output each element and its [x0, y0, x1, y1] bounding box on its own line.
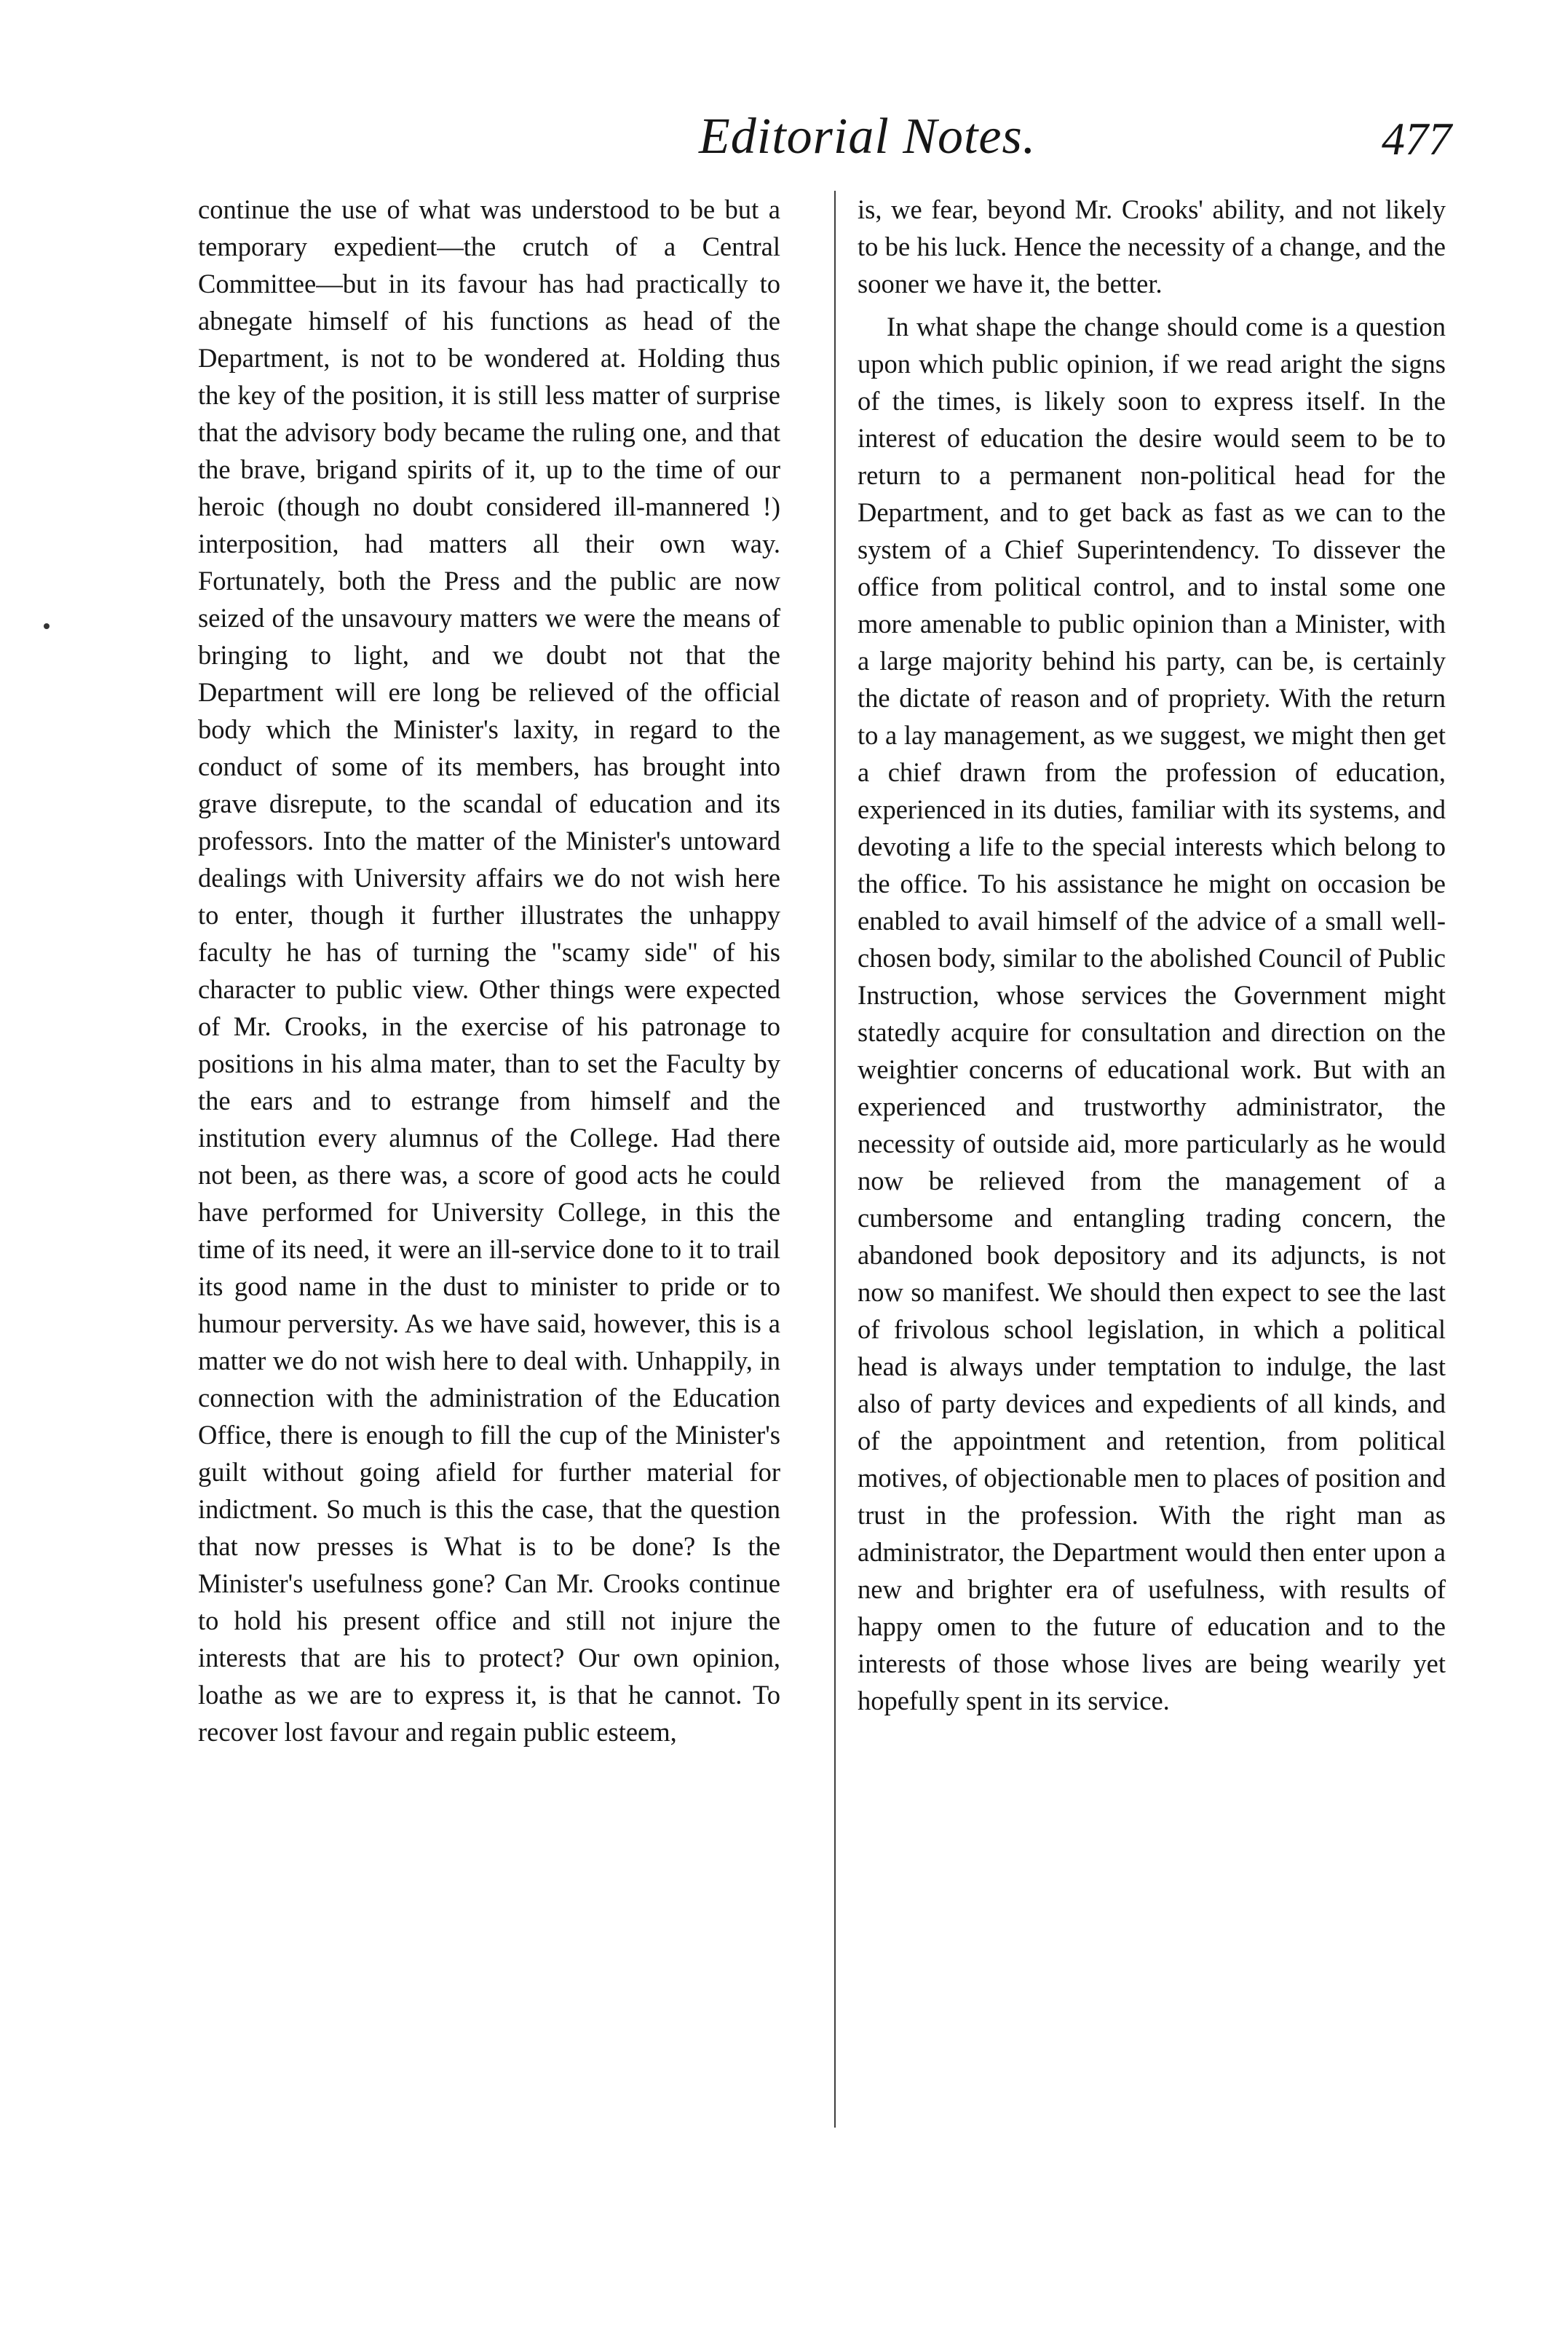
right-column-paragraph-2: In what shape the change should come is a question upon which public opinion, if we read aright the signs of the times, is likely soon to express itself. In the interest of education the desire would seem to be to return to a permanent non-political head for the Department, and to get back as fast as we can to the system of a Chief Superintendency. To dissever the office from political control, and to instal some one more amenable to public opinion than a Minister, with a large majority behind his party, can be, is certainly the dictate of reason and of propriety. With the return to a lay management, as we suggest, we might then get a chief drawn from the profession of education, experienced in its duties, familiar with its systems, and devoting a life to the special interests which belong to the office. To his assistance he might on occasion be enabled to avail himself of the advice of a small well-chosen body, similar to the abolished Council of Public Instruction, whose services the Government might statedly acquire for consultation and direction on the weightier concerns of educational work. But with an experienced and trustworthy administrator, the necessity of outside aid, more particularly as he would now be relieved from the management of a cumbersome and entangling trading concern, the abandoned book depository and its adjuncts, is not now so manifest. We should then expect to see the last of frivolous school legislation, in which a political head is always under temptation to indulge, the last also of party devices and expedients of all kinds, and of the appointment and retention, from political motives, of objectionable men to places of position and trust in the profession. With the right man as administrator, the Department would then enter upon a new and brighter era of usefulness, with results of happy omen to the future of education and to the interests of those whose lives are being wearily yet hopefully spent in its service.: [858, 312, 1446, 1715]
running-title: Editorial Notes.: [699, 108, 1037, 165]
margin-mark: [44, 623, 50, 629]
column-divider: [834, 191, 836, 2128]
running-header: [0, 108, 1568, 173]
left-column: [198, 191, 780, 1750]
right-column: [858, 191, 1446, 1719]
right-column-paragraph-1: is, we fear, beyond Mr. Crooks' ability, and not likely to be his luck. Hence the necessity of a change, and the sooner we have it, the better.: [858, 194, 1446, 299]
page-number: 477: [1382, 113, 1452, 165]
left-column-text: continue the use of what was understood to be but a temporary expedient—the crutch of a Central Committee—but in its favour has had practically to abnegate himself of his functions as head of the Department, is not to be wondered at. Holding thus the key of the position, it is still less matter of surprise that the advisory body became the ruling one, and that the brave, brigand spirits of it, up to the time of our heroic (though no doubt considered ill-mannered !) interposition, had matters all their own way. Fortunately, both the Press and the public are now seized of the unsavoury matters we were the means of bringing to light, and we doubt not that the Department will ere long be relieved of the official body which the Minister's laxity, in regard to the conduct of some of its members, has brought into grave disrepute, to the scandal of education and its professors. Into the matter of the Minister's untoward dealings with University affairs we do not wish here to enter, though it further illustrates the unhappy faculty he has of turning the "scamy side" of his character to public view. Other things were expected of Mr. Crooks, in the exercise of his patronage to positions in his alma mater, than to set the Faculty by the ears and to estrange from himself and the institution every alumnus of the College. Had there not been, as there was, a score of good acts he could have performed for University College, in this the time of its need, it were an ill-service done to it to trail its good name in the dust to minister to pride or to humour perversity. As we have said, however, this is a matter we do not wish here to deal with. Unhappily, in connection with the administration of the Education Office, there is enough to fill the cup of the Minister's guilt without going afield for further material for indictment. So much is this the case, that the question that now presses is What is to be done? Is the Minister's usefulness gone? Can Mr. Crooks continue to hold his present office and still not injure the interests that are his to protect? Our own opinion, loathe as we are to express it, is that he cannot. To recover lost favour and regain public esteem,: [198, 194, 780, 1747]
